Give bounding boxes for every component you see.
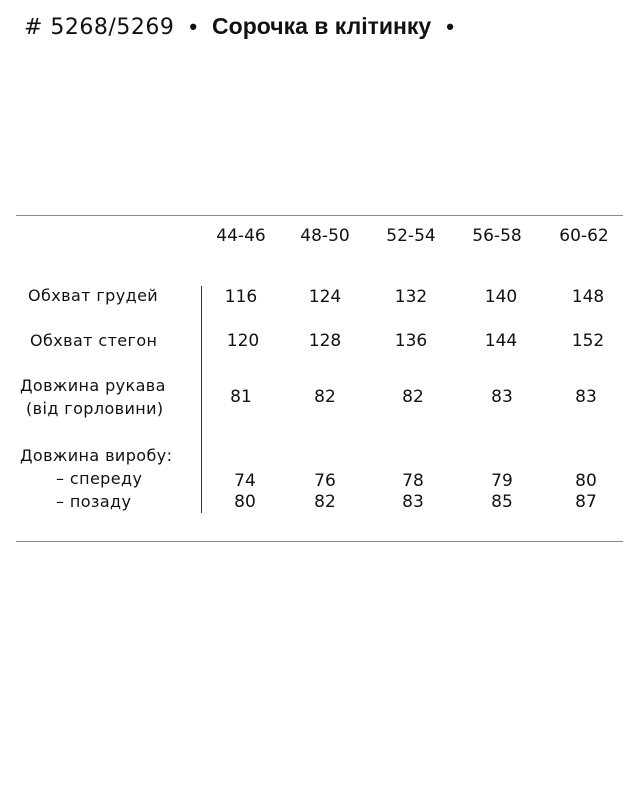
page-header [24,12,462,42]
hips-value-2: 128 [308,331,342,351]
chest-value-2: 124 [308,287,342,307]
front-value-1: 74 [234,471,256,491]
front-value-3: 78 [402,471,424,491]
sleeve-value-4: 83 [491,387,513,407]
chest-value-4: 140 [484,287,518,307]
back-value-3: 83 [402,492,424,512]
size-header-1: 44-46 [216,226,266,246]
length-label: Довжина виробу: [20,446,173,465]
back-value-1: 80 [234,492,256,512]
sleeve-value-2: 82 [314,387,336,407]
sleeve-label-line2: (від горловини) [26,399,164,418]
chest-label: Обхват грудей [28,286,159,305]
chest-value-5: 148 [571,287,605,307]
sleeve-value-5: 83 [575,387,597,407]
size-header-3: 52-54 [386,226,436,246]
table-top-rule [16,215,623,216]
hips-label: Обхват стегон [30,331,158,350]
size-header-2: 48-50 [300,226,350,246]
chest-value-1: 116 [224,287,258,307]
table-bottom-rule [16,541,623,542]
front-value-2: 76 [314,471,336,491]
length-back-label: – позаду [56,492,132,511]
hips-value-3: 136 [394,331,428,351]
hips-value-4: 144 [484,331,518,351]
header-separator-end: • [446,14,454,39]
back-value-2: 82 [314,492,336,512]
front-value-4: 79 [491,471,513,491]
product-title: Сорочка в клітинку [212,13,432,39]
back-value-4: 85 [491,492,513,512]
sleeve-value-1: 81 [230,387,252,407]
hips-value-1: 120 [226,331,260,351]
size-header-5: 60-62 [559,226,609,246]
label-column-divider [201,286,202,513]
sleeve-value-3: 82 [402,387,424,407]
product-code: # 5268/5269 [24,15,175,40]
front-value-5: 80 [575,471,597,491]
back-value-5: 87 [575,492,597,512]
sleeve-label-line1: Довжина рукава [20,376,166,395]
size-header-4: 56-58 [472,226,522,246]
length-front-label: – спереду [56,469,143,488]
hips-value-5: 152 [571,331,605,351]
header-separator: • [189,14,198,39]
chest-value-3: 132 [394,287,428,307]
